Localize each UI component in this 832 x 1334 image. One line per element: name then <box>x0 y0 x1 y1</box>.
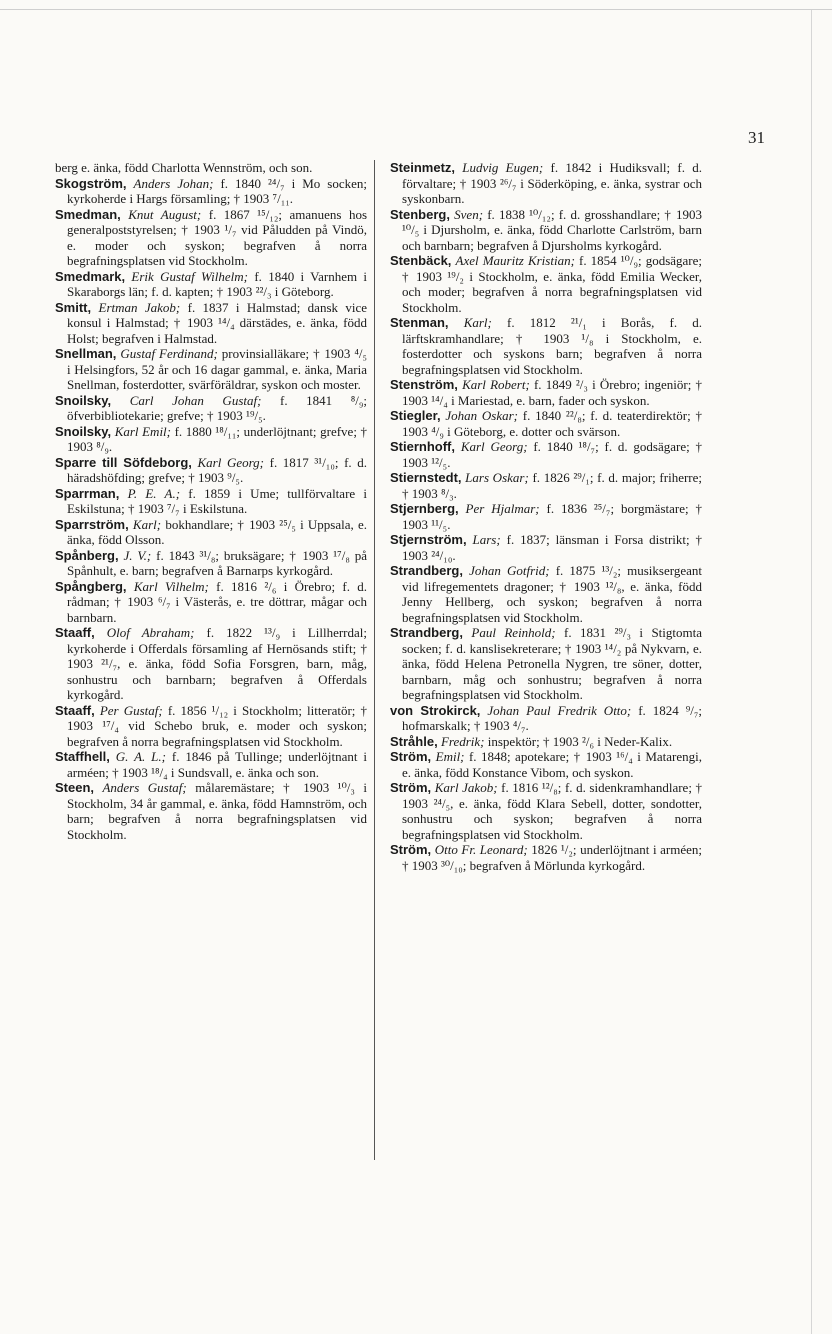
entry-given-names: Karl; <box>132 516 162 532</box>
entry-surname: Smedmark, <box>55 268 126 284</box>
entry-surname: Snoilsky, <box>55 392 112 408</box>
entry-text: f. 1816 ²/₆ i Örebro; f. d. rådman; † 1903 ⁶/₇ i Västerås, e. tre döttrar, mågar och barnbarn. <box>67 578 368 625</box>
entry-text: berg e. änka, född Charlotta Wennström, och son. <box>55 160 313 175</box>
entry-given-names: Ludvig Eugen; <box>462 160 544 175</box>
entry-surname: Stiernstedt, <box>390 470 462 485</box>
entry-surname: Stenman, <box>390 315 449 330</box>
left-column <box>55 160 367 842</box>
entry-surname: Staaff, <box>55 702 95 718</box>
entry-text: f. 1841 ⁸/₉; öfverbibliotekarie; grefve; † 1903 ¹⁹/₅. <box>67 392 367 423</box>
register-entry <box>55 780 367 842</box>
register-entry <box>390 408 702 439</box>
register-entry <box>390 563 702 625</box>
register-entry <box>390 842 702 873</box>
entry-text: f. 1816 ¹²/₈; f. d. sidenkramhandlare; † 1903 ²⁴/₅, e. änka, född Klara Sebell, dotter, sondotter, sonhustru och syskon; begrafven å norra begrafningsplatsen vid Stockholm. <box>402 780 702 842</box>
register-entry <box>390 315 702 377</box>
entry-text: 1826 ¹/₂; underlöjtnant i arméen; † 1903 ³⁰/₁₀; begrafven å Mörlunda kyrkogård. <box>402 842 703 873</box>
entry-text: f. 1822 ¹³/₉ i Lillherrdal; kyrkoherde i Offerdals församling af Hernösands stift; † 1903 ²¹/₇, e. änka, född Sofia Forsgren, barn, måg, sonhustru och barnbarn; begrafven å Offerdals kyrkogård. <box>67 625 367 702</box>
entry-given-names: Erik Gustaf Wilhelm; <box>131 268 248 284</box>
entry-text: f. 1856 ¹/₁₂ i Stockholm; litteratör; † 1903 ¹⁷/₄ vid Schebo bruk, e. moder och syskon; begrafven å norra begrafningsplatsen vid Stockholm. <box>67 702 368 749</box>
register-entry <box>55 176 367 207</box>
register-entry <box>390 253 702 315</box>
entry-surname: Stiernhoff, <box>390 439 455 454</box>
page-right-edge <box>811 10 812 1334</box>
entry-text: f. 1824 ⁹/₇; hofmarskalk; † 1903 ⁴/₇. <box>402 702 703 733</box>
entry-text: f. 1840 ¹⁸/₇; f. d. godsägare; † 1903 ¹²/₅. <box>402 439 703 470</box>
entry-surname: Sparrman, <box>55 485 120 501</box>
right-column <box>390 160 702 873</box>
register-entry <box>390 734 702 750</box>
entry-given-names: Per Gustaf; <box>99 702 163 718</box>
entry-surname: Strandberg, <box>390 625 463 640</box>
entry-surname: Ström, <box>390 749 432 764</box>
entry-given-names: Carl Johan Gustaf; <box>129 392 262 408</box>
register-entry <box>390 160 702 207</box>
entry-given-names: Sven; <box>454 206 484 222</box>
entry-given-names: Johan Paul Fredrik Otto; <box>487 702 632 718</box>
entry-given-names: J. V.; <box>123 547 152 563</box>
entry-surname: Steen, <box>55 780 95 795</box>
entry-surname: Steinmetz, <box>390 160 456 175</box>
register-entry <box>55 300 367 347</box>
entry-given-names: Lars Oskar; <box>465 470 529 485</box>
entry-surname: Sparre till Söfdeborg, <box>55 454 192 470</box>
entry-text: provinsialläkare; † 1903 ⁴/₅ i Helsingfors, 52 år och 16 dagar gammal, e. änka, Maria Snellman, fosterdotter, svärföräldrar, syskon och moster. <box>67 346 367 392</box>
entry-text: f. 1843 ³¹/₈; bruksägare; † 1903 ¹⁷/₈ på Spånhult, e. barn; begrafven å Barnarps kyrkogård. <box>67 547 368 578</box>
entry-given-names: Karl Georg; <box>460 439 528 454</box>
entry-given-names: Ertman Jakob; <box>98 299 181 315</box>
entry-surname: Stenberg, <box>390 206 450 222</box>
entry-given-names: Johan Gotfrid; <box>469 563 550 578</box>
entry-text: inspektör; † 1903 ²/₆ i Neder-Kalix. <box>487 733 673 749</box>
entry-surname: Ström, <box>390 780 432 795</box>
entry-text: f. 1812 ²¹/₁ i Borås, f. d. lärftskramhandlare; † 1903 ¹/₈ i Stockholm, e. fosterdotter och syskons barn; begrafven å norra begrafningsplatsen vid Stockholm. <box>402 315 703 377</box>
entry-text: f. 1880 ¹⁸/₁₁; underlöjtnant; grefve; † 1903 ⁸/₉. <box>67 423 367 454</box>
register-entry <box>55 160 367 176</box>
register-entry <box>390 532 702 563</box>
entry-given-names: Emil; <box>435 749 465 764</box>
entry-surname: Staffhell, <box>55 749 110 764</box>
register-entry <box>55 548 367 579</box>
entry-text: f. 1840 i Varnhem i Skaraborgs län; f. d. kapten; † 1903 ²²/₃ i Göteborg. <box>67 268 368 299</box>
entry-given-names: Otto Fr. Leonard; <box>434 842 528 857</box>
entry-surname: Stjernström, <box>390 532 467 547</box>
entry-given-names: G. A. L.; <box>115 749 166 764</box>
entry-surname: Smitt, <box>55 299 92 315</box>
entry-text: målaremästare; † 1903 ¹⁰/₃ i Stockholm, 34 år gammal, e. änka, född Hamnström, och barn; begrafven å norra begrafningsplatsen vid Stockholm. <box>67 780 367 842</box>
entry-surname: Stenström, <box>390 377 458 392</box>
register-entry <box>55 269 367 300</box>
entry-text: f. 1846 på Tullinge; underlöjtnant i arméen; † 1903 ¹⁸/₄ i Sundsvall, e. änka och son. <box>67 749 368 780</box>
entry-given-names: Johan Oskar; <box>445 408 519 423</box>
page-number: 31 <box>748 128 765 147</box>
entry-text: f. 1859 i Ume; tullförvaltare i Eskilstuna; † 1903 ⁷/₇ i Eskilstuna. <box>67 485 368 516</box>
register-entry <box>390 625 702 703</box>
entry-text: f. 1842 i Hudiksvall; f. d. förvaltare; † 1903 ²⁶/₇ i Söderköping, e. änka, systrar och syskonbarn. <box>402 160 703 206</box>
entry-text: f. 1854 ¹⁰/₉; godsägare; † 1903 ¹⁹/₂ i Stockholm, e. änka, född Emilia Wecker, och moder; begrafven å norra begrafningsplatsen vid Stockholm. <box>402 253 703 315</box>
entry-text: f. 1817 ³¹/₁₀; f. d. häradshöfding; grefve; † 1903 ⁹/₅. <box>67 454 368 485</box>
entry-text: f. 1840 ²⁴/₇ i Mo socken; kyrkoherde i Hargs församling; † 1903 ⁷/₁₁. <box>67 175 367 206</box>
entry-surname: Spångberg, <box>55 578 127 594</box>
entry-text: f. 1837; länsman i Forsa distrikt; † 1903 ²⁴/₁₀. <box>402 532 703 563</box>
entry-text: f. 1837 i Halmstad; dansk vice konsul i Halmstad; † 1903 ¹⁴/₄ därstädes, e. änka, född Holst; begrafven i Halmstad. <box>67 299 368 346</box>
register-entry <box>55 579 367 626</box>
entry-given-names: Karl Georg; <box>197 454 265 470</box>
register-entry <box>390 439 702 470</box>
entry-given-names: Lars; <box>472 532 501 547</box>
register-entry <box>55 703 367 750</box>
entry-surname: Ström, <box>390 842 432 857</box>
entry-surname: Strandberg, <box>390 563 463 578</box>
entry-text: f. 1875 ¹³/₂; musiksergeant vid lifregementets dragoner; † 1903 ¹²/₈, e. änka, född Jenny Hellberg, och syskon; begrafven å norra begrafningsplatsen vid Stockholm. <box>402 563 702 625</box>
entry-given-names: Karl; <box>463 315 492 330</box>
entry-given-names: Karl Jakob; <box>434 780 498 795</box>
register-entry <box>390 780 702 842</box>
entry-given-names: Gustaf Ferdinand; <box>120 346 218 361</box>
entry-given-names: Karl Vilhelm; <box>133 578 209 594</box>
register-entry <box>55 424 367 455</box>
entry-surname: Spånberg, <box>55 547 119 563</box>
entry-surname: Stråhle, <box>390 733 438 749</box>
register-entry <box>390 377 702 408</box>
entry-surname: Snoilsky, <box>55 423 112 439</box>
register-entry <box>55 517 367 548</box>
register-entry <box>390 501 702 532</box>
entry-given-names: Per Hjalmar; <box>465 501 540 516</box>
entry-given-names: Karl Robert; <box>462 377 530 392</box>
register-entry <box>55 455 367 486</box>
entry-given-names: Olof Abraham; <box>106 625 195 640</box>
entry-given-names: Knut August; <box>128 206 202 222</box>
entry-surname: Snellman, <box>55 346 117 361</box>
entry-text: f. 1848; apotekare; † 1903 ¹⁶/₄ i Matarengi, e. änka, född Konstance Vibom, och syskon. <box>402 749 702 780</box>
entry-text: bokhandlare; † 1903 ²⁵/₅ i Uppsala, e. änka, född Olsson. <box>67 516 367 547</box>
register-entry <box>55 346 367 393</box>
entry-text: f. 1836 ²⁵/₇; borgmästare; † 1903 ¹¹/₅. <box>402 501 702 532</box>
entry-surname: Skogström, <box>55 175 127 191</box>
entry-text: f. 1826 ²⁹/₁; f. d. major; friherre; † 1903 ⁸/₃. <box>402 470 702 501</box>
entry-surname: Stjernberg, <box>390 501 459 516</box>
entry-text: f. 1849 ²/₃ i Örebro; ingeniör; † 1903 ¹⁴/₄ i Mariestad, e. barn, fader och syskon. <box>402 377 703 408</box>
entry-surname: von Strokirck, <box>390 702 481 718</box>
register-entry <box>55 207 367 269</box>
entry-given-names: Paul Reinhold; <box>471 625 556 640</box>
entry-surname: Smedman, <box>55 206 121 222</box>
register-entry <box>390 703 702 734</box>
page-top-edge <box>0 9 832 10</box>
register-entry <box>55 625 367 703</box>
register-entry <box>55 486 367 517</box>
entry-text: f. 1840 ²²/₈; f. d. teaterdirektör; † 1903 ⁴/₉ i Göteborg, e. dotter och svärson. <box>402 408 703 439</box>
entry-given-names: Fredrik; <box>440 733 485 749</box>
entry-surname: Sparrström, <box>55 516 129 532</box>
entry-text: f. 1867 ¹⁵/₁₂; amanuens hos generalpoststyrelsen; † 1903 ¹/₇ vid Påludden på Vindö, e. moder och syskon; begrafven å norra begrafningsplatsen vid Stockholm. <box>67 206 368 268</box>
register-entry <box>390 470 702 501</box>
entry-text: f. 1831 ²⁹/₃ i Stigtomta socken; f. d. kanslisekreterare; † 1903 ¹⁴/₂ på Nykvarn, e. änka, född Helena Petronella Nygren, tre söner, dotter, barnbarn, måg och sonhustru; begrafven å norra begrafningsplatsen vid Stockholm. <box>402 625 703 702</box>
entry-surname: Stiegler, <box>390 408 441 423</box>
register-entry <box>55 393 367 424</box>
entry-given-names: Anders Johan; <box>133 175 214 191</box>
column-divider <box>374 160 375 1160</box>
register-entry <box>390 207 702 254</box>
entry-given-names: Karl Emil; <box>114 423 172 439</box>
entry-given-names: Axel Mauritz Kristian; <box>455 253 575 268</box>
entry-text: f. 1838 ¹⁰/₁₂; f. d. grosshandlare; † 1903 ¹⁰/₅ i Djursholm, e. änka, född Charlotte Carlström, barn och barnbarn; begrafven å Djursholms kyrkogård. <box>402 206 703 253</box>
entry-surname: Stenbäck, <box>390 253 452 268</box>
entry-given-names: Anders Gustaf; <box>102 780 187 795</box>
register-entry <box>390 749 702 780</box>
register-entry <box>55 749 367 780</box>
entry-given-names: P. E. A.; <box>127 485 181 501</box>
entry-surname: Staaff, <box>55 625 95 640</box>
